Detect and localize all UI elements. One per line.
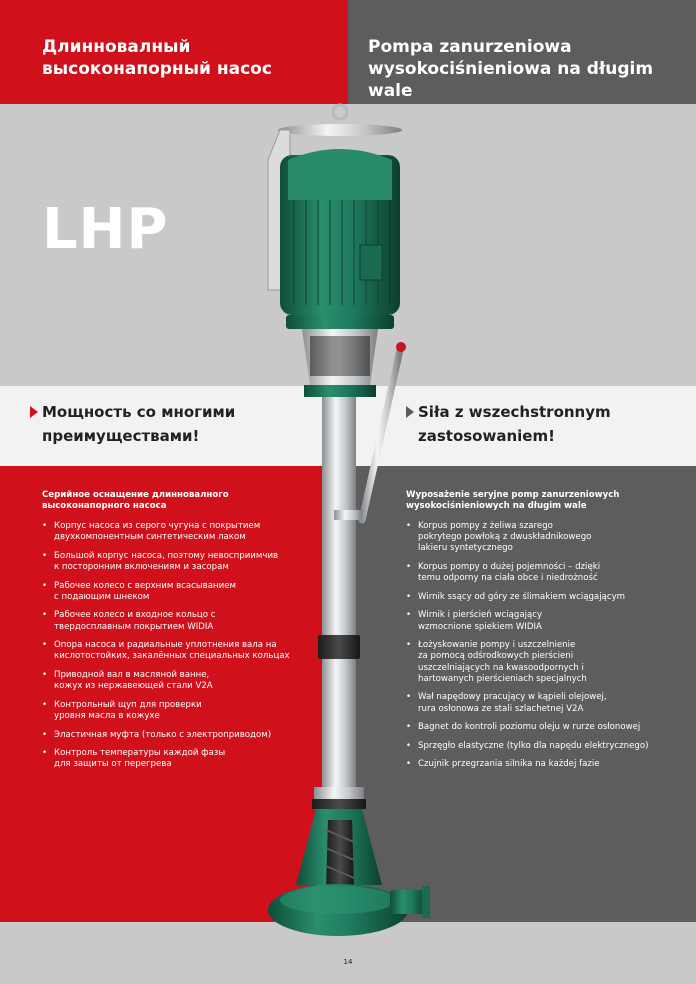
shaft-column (322, 397, 356, 787)
motor-flange (286, 315, 394, 329)
list-item: • Корпус насоса из серого чугуна с покрытием двухкомпонентным синтетическим лаком (42, 521, 261, 543)
product-code: LHP (42, 197, 169, 262)
list-item: • Łożyskowanie pompy i uszczelnienie za pomocą odśrodkowych pierścieni uszczelniających na kwasoodpornych i hartowanych pierścieniach specjalnych (406, 640, 587, 684)
arrow-right-icon (30, 406, 38, 418)
list-item: • Wirnik i pierścień wciągający wzmocnione spiekiem WIDIA (406, 610, 543, 632)
slogan-polish: Siła z wszechstronnym zastosowaniem! (418, 403, 611, 445)
bullet-icon: • (42, 729, 48, 740)
bullet-icon: • (42, 640, 48, 651)
bullet-icon: • (42, 669, 48, 680)
list-item: • Приводной вал в масляной ванне, кожух из нержавеющей стали V2A (42, 669, 213, 692)
list-item: • Korpus pompy z żeliwa szarego pokrytego powłoką z dwuskładnikowego lakieru syntetycznego (406, 521, 592, 554)
list-item: • Sprzęgło elastyczne (tylko dla napędu elektrycznego) (406, 740, 649, 751)
bullet-icon: • (406, 722, 412, 733)
list-item: • Wał napędowy pracujący w kąpieli olejowej, rura osłonowa ze stali szlachetnej V2A (406, 692, 607, 714)
list-item: • Рабочее колесо с верхним всасыванием с подающим шнеком (42, 580, 236, 602)
bullet-icon: • (406, 692, 412, 703)
list-item: • Большой корпус насоса, поэтому невосприимчив к посторонним включениям и засорам (42, 550, 279, 572)
lower-flange-2 (312, 799, 366, 809)
page-number: 14 (343, 958, 353, 966)
terminal-box (360, 245, 382, 280)
bearing-flange (304, 385, 376, 397)
slogan-russian: Мощность со многими преимуществами! (42, 403, 236, 445)
lifting-eye (333, 105, 347, 119)
lower-flange-1 (314, 787, 364, 799)
list-item: • Опора насоса и радиальные уплотнения вала на кислотостойких, закалённых специальных кольцах (42, 640, 290, 662)
list-item: • Контроль температуры каждой фазы для защиты от перегрева (42, 748, 226, 770)
bullet-icon: • (406, 759, 412, 770)
title-polish: Pompa zanurzeniowa wysokociśnieniowa na długim wale (368, 37, 654, 101)
list-item: • Эластичная муфта (только с электроприводом) (42, 729, 272, 740)
shaft-coupling (318, 635, 360, 659)
title-russian: Длинновалный высоконапорный насос (42, 37, 272, 79)
list-item: • Контрольный щуп для проверки уровня масла в кожухе (42, 699, 202, 721)
list-item: • Czujnik przegrzania silnika na każdej fazie (406, 759, 600, 770)
bullet-icon: • (42, 521, 48, 531)
bullet-icon: • (406, 640, 412, 651)
bullet-icon: • (406, 521, 412, 531)
list-item: • Bagnet do kontroli poziomu oleju w rurze osłonowej (406, 722, 641, 733)
bullet-icon: • (406, 740, 412, 751)
features-title-russian: Серийное оснащение длинновалного высоконапорного насоса (42, 490, 229, 511)
top-plate (278, 124, 402, 136)
outlet-flange (422, 886, 430, 918)
bullet-icon: • (42, 610, 48, 621)
coupling-window (310, 336, 370, 376)
pump-outlet (390, 890, 426, 914)
lever-knob (396, 342, 406, 352)
list-item: • Wirnik ssący od góry ze ślimakiem wciągającym (406, 591, 626, 602)
lever-clamp (334, 510, 362, 520)
bullet-icon: • (406, 610, 412, 621)
motor-cap (288, 149, 392, 200)
list-item: • Рабочее колесо и входное кольцо с твердосплавным покрытием WIDIA (42, 610, 216, 632)
bullet-icon: • (406, 562, 412, 572)
list-item: • Korpus pompy o dużej pojemności – dzięki temu odporny na ciała obce i niedrożność (406, 562, 601, 584)
pump-illustration (250, 100, 430, 960)
bullet-icon: • (42, 748, 48, 759)
bullet-icon: • (406, 591, 412, 602)
features-title-polish: Wyposażenie seryjne pomp zanurzeniowych wysokociśnieniowych na długim wale (406, 490, 620, 511)
bullet-icon: • (42, 550, 48, 561)
features-list-polish (406, 521, 681, 778)
bullet-icon: • (42, 580, 48, 591)
volute-highlight (280, 886, 396, 914)
bullet-icon: • (42, 699, 48, 710)
